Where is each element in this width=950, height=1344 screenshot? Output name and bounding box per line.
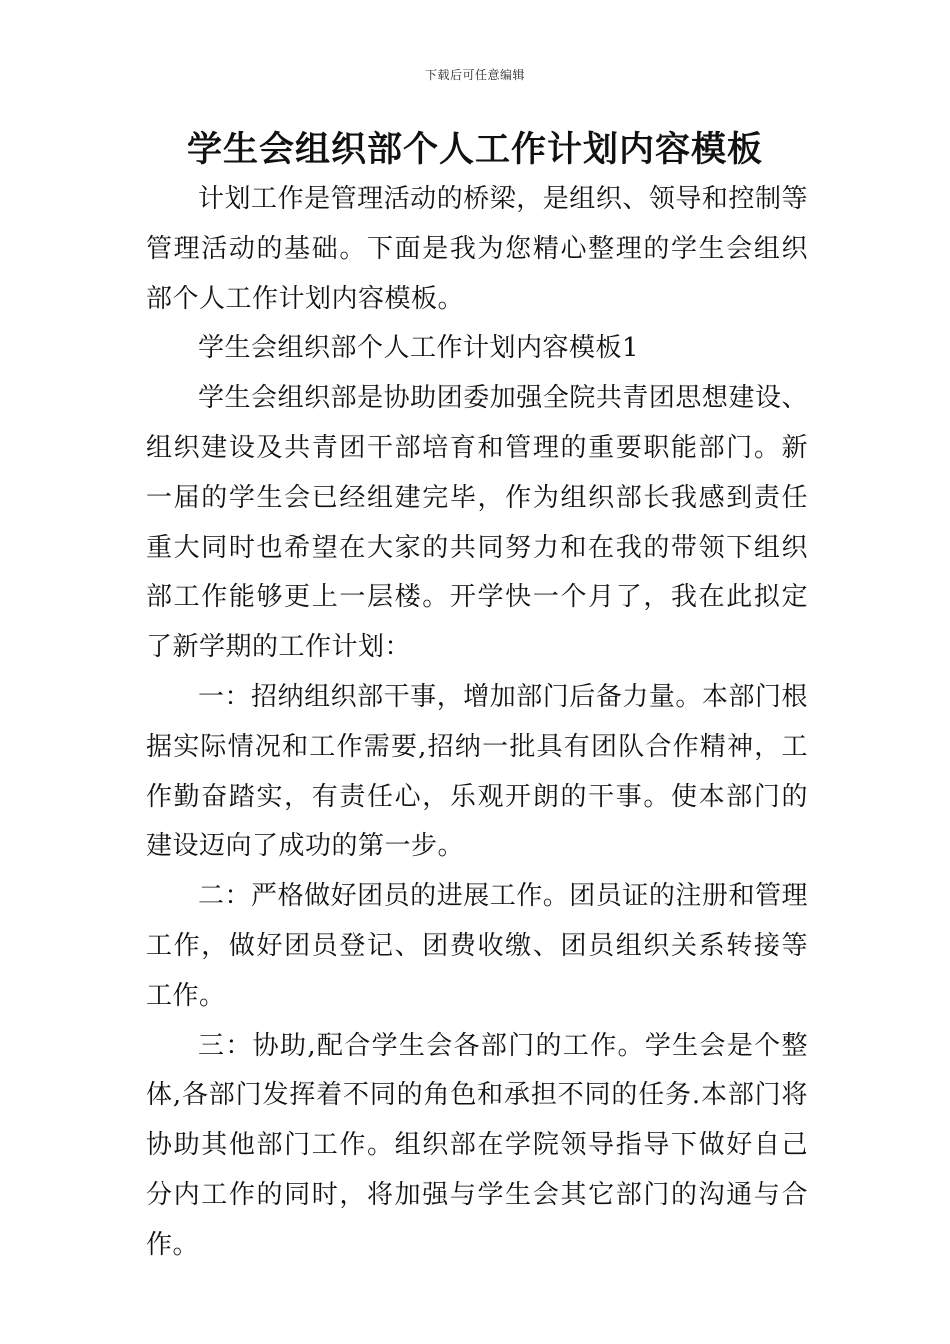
plan-item-1: 一：招纳组织部干事，增加部门后备力量。本部门根据实际情况和工作需要,招纳一批具有团队合作精神，工作勤奋踏实，有责任心，乐观开朗的干事。使本部门的建设迈向了成功的第一步。 — [146, 681, 808, 862]
section-heading: 学生会组织部个人工作计划内容模板1 — [198, 333, 640, 364]
header-note: 下载后可任意编辑 — [424, 68, 525, 82]
body-paragraph: 学生会组织部是协助团委加强全院共青团思想建设、组织建设及共青团干部培育和管理的重要职能部门。新一届的学生会已经组建完毕，作为组织部长我感到责任重大同时也希望在大家的共同努力和在我的带领下组织部工作能够更上一层楼。开学快一个月了，我在此拟定了新学期的工作计划： — [146, 383, 808, 663]
intro-paragraph: 计划工作是管理活动的桥梁，是组织、领导和控制等管理活动的基础。下面是我为您精心整理的学生会组织部个人工作计划内容模板。 — [146, 184, 808, 314]
plan-item-3: 三：协助,配合学生会各部门的工作。学生会是个整体,各部门发挥着不同的角色和承担不同的任务.本部门将协助其他部门工作。组织部在学院领导指导下做好自己分内工作的同时，将加强与学生会其它部门的沟通与合作。 — [146, 1030, 808, 1260]
plan-item-2: 二：严格做好团员的进展工作。团员证的注册和管理工作，做好团员登记、团费收缴、团员组织关系转接等工作。 — [146, 881, 808, 1011]
document-title: 学生会组织部个人工作计划内容模板 — [186, 130, 763, 170]
document-body — [146, 175, 808, 1271]
